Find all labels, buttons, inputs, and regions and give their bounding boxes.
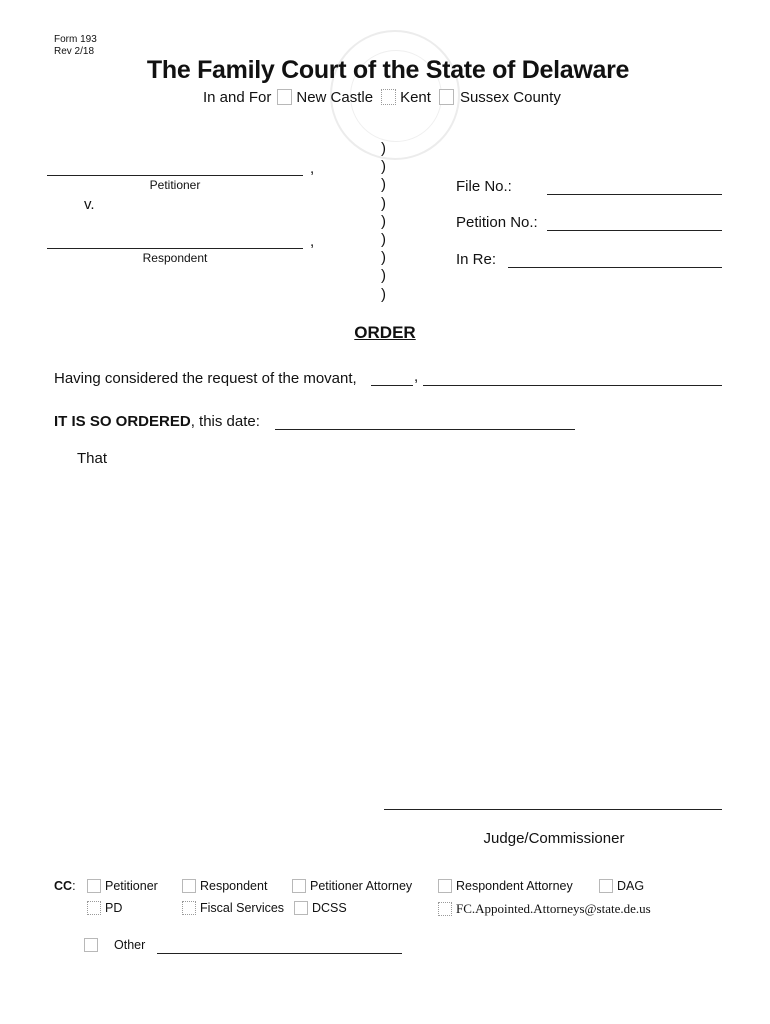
cc-other-checkbox[interactable] <box>84 938 98 952</box>
cc-respondent-checkbox[interactable] <box>182 879 196 893</box>
cc-other[interactable] <box>84 938 145 952</box>
cc-petitioner-attorney-checkbox[interactable] <box>292 879 306 893</box>
cc-respondent-attorney-label: Respondent Attorney <box>456 879 573 893</box>
cc-petitioner-label: Petitioner <box>105 879 158 893</box>
that-text: That <box>77 450 108 467</box>
petition-no-field[interactable] <box>547 230 722 231</box>
cc-label: CC : <box>54 879 76 893</box>
file-no-field[interactable] <box>547 194 722 195</box>
order-body-field[interactable] <box>54 475 722 795</box>
kent-label: Kent <box>400 88 431 106</box>
file-no-label: File No.: <box>456 178 512 195</box>
order-heading: ORDER <box>354 323 416 342</box>
petitioner-comma: , <box>310 160 315 177</box>
court-title: The Family Court of the State of Delaware <box>146 56 630 84</box>
in-and-for-label: In and For <box>203 88 272 106</box>
cc-fiscal-services[interactable] <box>182 901 284 915</box>
cc-appointed-attorneys-checkbox[interactable] <box>438 902 452 916</box>
cc-other-field[interactable] <box>157 953 402 954</box>
cc-dcss[interactable] <box>294 901 347 915</box>
new-castle-label: New Castle <box>296 88 374 106</box>
cc-respondent-attorney[interactable] <box>438 879 573 893</box>
cc-pd[interactable] <box>87 901 122 915</box>
form-number: Form 193 <box>54 34 97 45</box>
ordered-line <box>54 413 260 430</box>
form-meta <box>54 34 97 58</box>
movant-comma: , <box>414 368 419 385</box>
in-re-label: In Re: <box>456 251 497 268</box>
cc-dag-checkbox[interactable] <box>599 879 613 893</box>
cc-appointed-attorneys[interactable] <box>438 901 651 917</box>
sussex-label: Sussex County <box>459 88 561 106</box>
respondent-name-field[interactable] <box>47 248 303 249</box>
petition-no-label: Petition No.: <box>456 214 538 231</box>
cc-respondent-label: Respondent <box>200 879 268 893</box>
cc-petitioner-attorney-label: Petitioner Attorney <box>310 879 413 893</box>
cc-other-label: Other <box>114 938 146 952</box>
cc-petitioner[interactable] <box>87 879 158 893</box>
cc-dcss-checkbox[interactable] <box>294 901 308 915</box>
judge-commissioner-label: Judge/Commissioner <box>483 830 625 847</box>
cc-petitioner-checkbox[interactable] <box>87 879 101 893</box>
cc-pd-label: PD <box>105 901 123 915</box>
versus-label: v. <box>84 196 95 213</box>
cc-fiscal-services-checkbox[interactable] <box>182 901 196 915</box>
kent-checkbox[interactable] <box>381 89 396 105</box>
cc-pd-checkbox[interactable] <box>87 901 101 915</box>
caption-divider: ) ) ) ) ) ) ) ) ) <box>381 140 386 303</box>
ordered-rest: , this date: <box>190 413 260 430</box>
ordered-bold: IT IS SO ORDERED <box>54 413 191 430</box>
movant-field-second[interactable] <box>423 385 722 386</box>
petitioner-label: Petitioner <box>149 178 201 192</box>
cc-respondent-attorney-checkbox[interactable] <box>438 879 452 893</box>
petitioner-name-field[interactable] <box>47 175 303 176</box>
new-castle-checkbox[interactable] <box>277 89 292 105</box>
cc-dcss-label: DCSS <box>312 901 347 915</box>
cc-petitioner-attorney[interactable] <box>292 879 412 893</box>
considered-text: Having considered the request of the movant, <box>54 370 357 387</box>
order-date-field[interactable] <box>275 429 575 430</box>
in-re-field[interactable] <box>508 267 722 268</box>
cc-appointed-attorneys-email: FC.Appointed.Attorneys@state.de.us <box>456 901 651 916</box>
cc-dag[interactable] <box>599 879 644 893</box>
sussex-checkbox[interactable] <box>439 89 454 105</box>
respondent-comma: , <box>310 233 315 250</box>
respondent-label: Respondent <box>142 251 208 265</box>
form-revision: Rev 2/18 <box>54 46 95 57</box>
movant-field-first[interactable] <box>371 385 413 386</box>
county-selection <box>203 87 561 107</box>
cc-fiscal-services-label: Fiscal Services <box>200 901 285 915</box>
cc-dag-label: DAG <box>617 879 645 893</box>
judge-signature-field[interactable] <box>384 809 722 810</box>
cc-respondent[interactable] <box>182 879 267 893</box>
